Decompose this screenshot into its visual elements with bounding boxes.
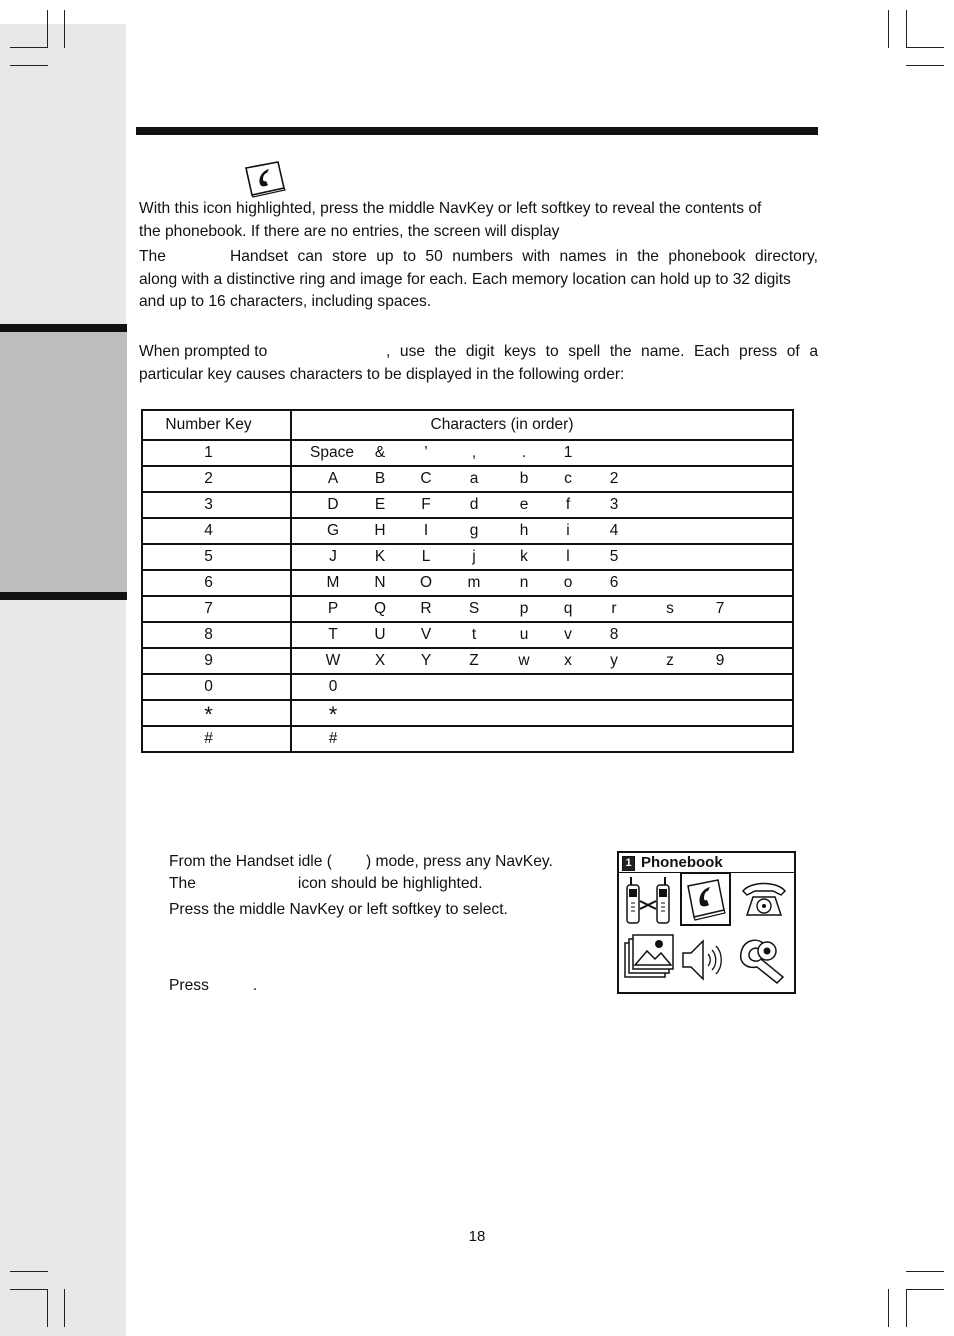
character: 5 bbox=[609, 548, 619, 565]
character: d bbox=[469, 496, 479, 513]
character: b bbox=[519, 470, 529, 487]
character: 1 bbox=[563, 444, 573, 461]
character: 6 bbox=[609, 574, 619, 591]
table-row bbox=[142, 492, 793, 518]
crop-mark bbox=[888, 10, 889, 48]
character: . bbox=[521, 444, 527, 461]
character: a bbox=[469, 470, 479, 487]
character: n bbox=[519, 574, 529, 591]
table-row bbox=[142, 726, 793, 752]
character: N bbox=[374, 574, 386, 591]
number-key-cell: 9 bbox=[142, 648, 291, 674]
header-number-key: Number Key bbox=[142, 410, 291, 440]
character: v bbox=[564, 626, 572, 643]
character: 3 bbox=[609, 496, 619, 513]
characters-cell bbox=[291, 440, 793, 466]
table-row bbox=[142, 700, 793, 726]
number-key-cell: 8 bbox=[142, 622, 291, 648]
character: w bbox=[518, 652, 530, 669]
crop-mark bbox=[906, 1271, 944, 1272]
character: X bbox=[374, 652, 386, 669]
character: E bbox=[374, 496, 386, 513]
number-key-cell: 3 bbox=[142, 492, 291, 518]
character: C bbox=[420, 470, 432, 487]
step-1: From the Handset idle ( ) mode, press any NavKey. bbox=[169, 853, 553, 870]
character: ’ bbox=[424, 444, 428, 461]
table-row bbox=[142, 440, 793, 466]
characters-cell bbox=[291, 544, 793, 570]
table-row bbox=[142, 518, 793, 544]
character: F bbox=[421, 496, 431, 513]
character: R bbox=[420, 600, 432, 617]
character: I bbox=[423, 522, 429, 539]
character: M bbox=[326, 574, 340, 591]
character: L bbox=[421, 548, 431, 565]
naming-line-2: particular key causes characters to be displayed in the following order: bbox=[139, 365, 625, 383]
character: f bbox=[565, 496, 571, 513]
screen-title: Phonebook bbox=[641, 854, 723, 871]
character: h bbox=[519, 522, 529, 539]
character: B bbox=[374, 470, 386, 487]
characters-cell bbox=[291, 570, 793, 596]
number-key-cell: 4 bbox=[142, 518, 291, 544]
character: x bbox=[564, 652, 572, 669]
character: Z bbox=[469, 652, 479, 669]
speaker-ringer-icon bbox=[681, 937, 731, 983]
table-row bbox=[142, 544, 793, 570]
capacity-line-2: along with a distinctive ring and image for each. Each memory location can hold up to 32 digits bbox=[139, 270, 791, 288]
handset-screen bbox=[617, 851, 796, 994]
characters-cell bbox=[291, 648, 793, 674]
pictures-icon bbox=[623, 931, 675, 983]
number-key-cell: 1 bbox=[142, 440, 291, 466]
character: p bbox=[519, 600, 529, 617]
number-key-cell: 2 bbox=[142, 466, 291, 492]
intro-line-1: With this icon highlighted, press the middle NavKey or left softkey to reveal the contents of bbox=[139, 200, 762, 217]
crop-mark bbox=[10, 1289, 48, 1290]
character: 9 bbox=[715, 652, 725, 669]
character-table bbox=[141, 409, 794, 753]
character: W bbox=[325, 652, 341, 669]
capacity-paragraph bbox=[139, 246, 818, 314]
intercom-handsets-icon bbox=[623, 875, 675, 927]
crop-mark bbox=[10, 65, 48, 66]
crop-mark bbox=[906, 1289, 944, 1290]
naming-line-1: When prompted to , use the digit keys to spell the name. Each press of a bbox=[139, 343, 818, 360]
step-1-line-2: The icon should be highlighted. bbox=[169, 875, 483, 892]
crop-mark bbox=[47, 1289, 48, 1327]
character: J bbox=[329, 548, 337, 565]
characters-cell bbox=[291, 674, 793, 700]
crop-mark bbox=[64, 10, 65, 48]
characters-cell bbox=[291, 622, 793, 648]
number-key-cell: 7 bbox=[142, 596, 291, 622]
number-key-cell: 5 bbox=[142, 544, 291, 570]
phonebook-icon bbox=[244, 160, 286, 198]
character: e bbox=[519, 496, 529, 513]
step-3: Press . bbox=[169, 977, 258, 994]
character: G bbox=[326, 522, 340, 539]
left-margin-band bbox=[0, 24, 126, 1336]
characters-cell bbox=[291, 700, 793, 726]
character: z bbox=[666, 652, 674, 669]
character: q bbox=[563, 600, 573, 617]
header-characters: Characters (in order) bbox=[291, 410, 793, 440]
header-rule bbox=[136, 127, 818, 135]
character: A bbox=[327, 470, 339, 487]
settings-wrench-icon bbox=[737, 933, 791, 985]
character: Space bbox=[310, 444, 354, 461]
table-row bbox=[142, 596, 793, 622]
number-key-cell: # bbox=[142, 726, 291, 752]
character: # bbox=[328, 730, 338, 747]
number-key-cell: 6 bbox=[142, 570, 291, 596]
characters-cell bbox=[291, 726, 793, 752]
table-row bbox=[142, 674, 793, 700]
character: P bbox=[327, 600, 339, 617]
characters-cell bbox=[291, 466, 793, 492]
crop-mark bbox=[906, 47, 944, 48]
character: t bbox=[471, 626, 477, 643]
character: D bbox=[327, 496, 339, 513]
capacity-line-3: and up to 16 characters, including spaces. bbox=[139, 293, 432, 311]
character: r bbox=[611, 600, 617, 617]
intro-line-2: the phonebook. If there are no entries, the screen will display bbox=[139, 222, 560, 240]
naming-paragraph bbox=[139, 341, 818, 386]
character: 8 bbox=[609, 626, 619, 643]
crop-mark bbox=[10, 47, 48, 48]
character: * bbox=[328, 702, 338, 728]
character: T bbox=[328, 626, 338, 643]
crop-mark bbox=[10, 1271, 48, 1272]
character: j bbox=[472, 548, 476, 565]
crop-mark bbox=[906, 1289, 907, 1327]
character: Q bbox=[373, 600, 387, 617]
table-row bbox=[142, 466, 793, 492]
table-row bbox=[142, 570, 793, 596]
character: c bbox=[564, 470, 572, 487]
character: 4 bbox=[609, 522, 619, 539]
crop-mark bbox=[906, 65, 944, 66]
character: m bbox=[467, 574, 481, 591]
character: Y bbox=[420, 652, 432, 669]
crop-mark bbox=[64, 1289, 65, 1327]
characters-cell bbox=[291, 492, 793, 518]
crop-mark bbox=[888, 1289, 889, 1327]
step-2: Press the middle NavKey or left softkey to select. bbox=[169, 901, 508, 918]
screen-title-bar bbox=[619, 853, 794, 873]
character: u bbox=[519, 626, 529, 643]
menu-number: 1 bbox=[622, 856, 635, 871]
character: V bbox=[420, 626, 432, 643]
character: H bbox=[374, 522, 386, 539]
character: , bbox=[471, 444, 477, 461]
character: i bbox=[566, 522, 570, 539]
phonebook-menu-icon bbox=[680, 872, 731, 926]
section-tab bbox=[0, 324, 127, 600]
desk-phone-icon bbox=[737, 875, 791, 923]
table-header-row bbox=[142, 410, 793, 440]
character: s bbox=[666, 600, 674, 617]
characters-cell bbox=[291, 518, 793, 544]
character: O bbox=[419, 574, 433, 591]
character: S bbox=[468, 600, 480, 617]
capacity-line-1: The Handset can store up to 50 numbers with names in the phonebook directory, bbox=[139, 248, 818, 265]
characters-cell bbox=[291, 596, 793, 622]
character: y bbox=[610, 652, 618, 669]
number-key-cell: 0 bbox=[142, 674, 291, 700]
table-row bbox=[142, 648, 793, 674]
character: 0 bbox=[328, 678, 338, 695]
page-number: 18 bbox=[468, 1228, 486, 1245]
character: & bbox=[374, 444, 386, 461]
character: l bbox=[566, 548, 570, 565]
character: 2 bbox=[609, 470, 619, 487]
character: o bbox=[563, 574, 573, 591]
intro-paragraph bbox=[139, 198, 818, 243]
crop-mark bbox=[47, 10, 48, 48]
character: g bbox=[469, 522, 479, 539]
character: U bbox=[374, 626, 386, 643]
number-key-cell: * bbox=[142, 700, 291, 726]
table-row bbox=[142, 622, 793, 648]
crop-mark bbox=[906, 10, 907, 48]
character: K bbox=[374, 548, 386, 565]
character: 7 bbox=[715, 600, 725, 617]
character: k bbox=[520, 548, 528, 565]
